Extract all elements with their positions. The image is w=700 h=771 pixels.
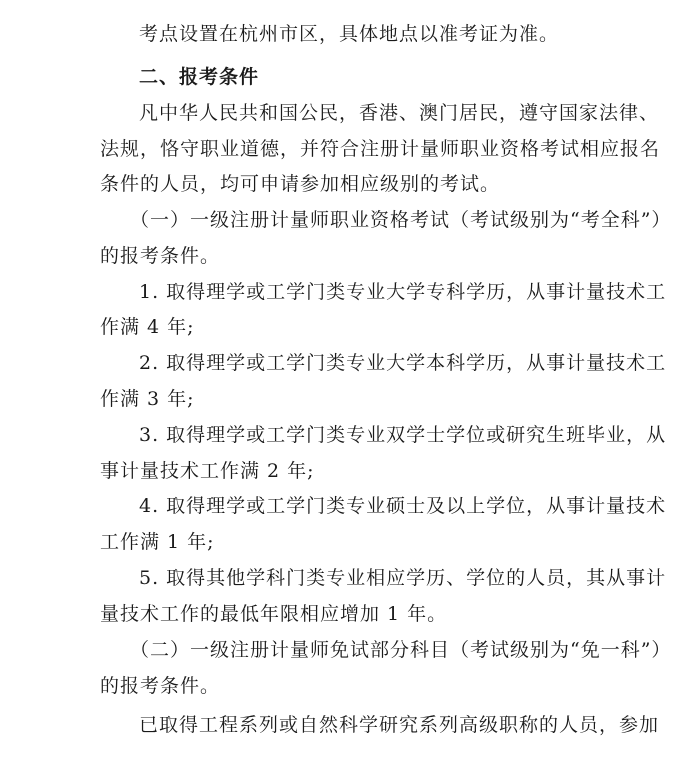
exam-location-note: 考点设置在杭州市区，具体地点以准考证为准。	[139, 23, 560, 45]
section-heading-requirements: 二、报考条件	[139, 66, 260, 88]
exempt-condition-line-1: 已取得工程系列或自然科学研究系列高级职称的人员，参加	[139, 714, 660, 736]
condition-1-line-1: 1. 取得理学或工学门类专业大学专科学历，从事计量技术工	[139, 281, 667, 303]
condition-2-line-2: 作满 3 年;	[100, 388, 195, 410]
condition-5-line-2: 量技术工作的最低年限相应增加 1 年。	[100, 603, 448, 625]
subsection-heading-full-exam-cont: 的报考条件。	[100, 245, 221, 267]
condition-1-line-2: 作满 4 年;	[100, 316, 195, 338]
subsection-heading-full-exam: （一）一级注册计量师职业资格考试（考试级别为“考全科”）	[130, 209, 672, 231]
condition-3-line-2: 事计量技术工作满 2 年;	[100, 460, 315, 482]
condition-4-line-1: 4. 取得理学或工学门类专业硕士及以上学位，从事计量技术	[139, 495, 667, 517]
eligibility-intro-line-1: 凡中华人民共和国公民，香港、澳门居民，遵守国家法律、	[139, 102, 660, 124]
eligibility-intro-line-2: 法规，恪守职业道德，并符合注册计量师职业资格考试相应报名	[100, 138, 661, 160]
subsection-heading-exempt: （二）一级注册计量师免试部分科目（考试级别为“免一科”）	[130, 639, 672, 661]
condition-5-line-1: 5. 取得其他学科门类专业相应学历、学位的人员，其从事计	[139, 567, 667, 589]
condition-3-line-1: 3. 取得理学或工学门类专业双学士学位或研究生班毕业，从	[139, 424, 667, 446]
eligibility-intro-line-3: 条件的人员，均可申请参加相应级别的考试。	[100, 173, 501, 195]
subsection-heading-exempt-cont: 的报考条件。	[100, 675, 221, 697]
condition-4-line-2: 工作满 1 年;	[100, 531, 215, 553]
condition-2-line-1: 2. 取得理学或工学门类专业大学本科学历，从事计量技术工	[139, 352, 667, 374]
